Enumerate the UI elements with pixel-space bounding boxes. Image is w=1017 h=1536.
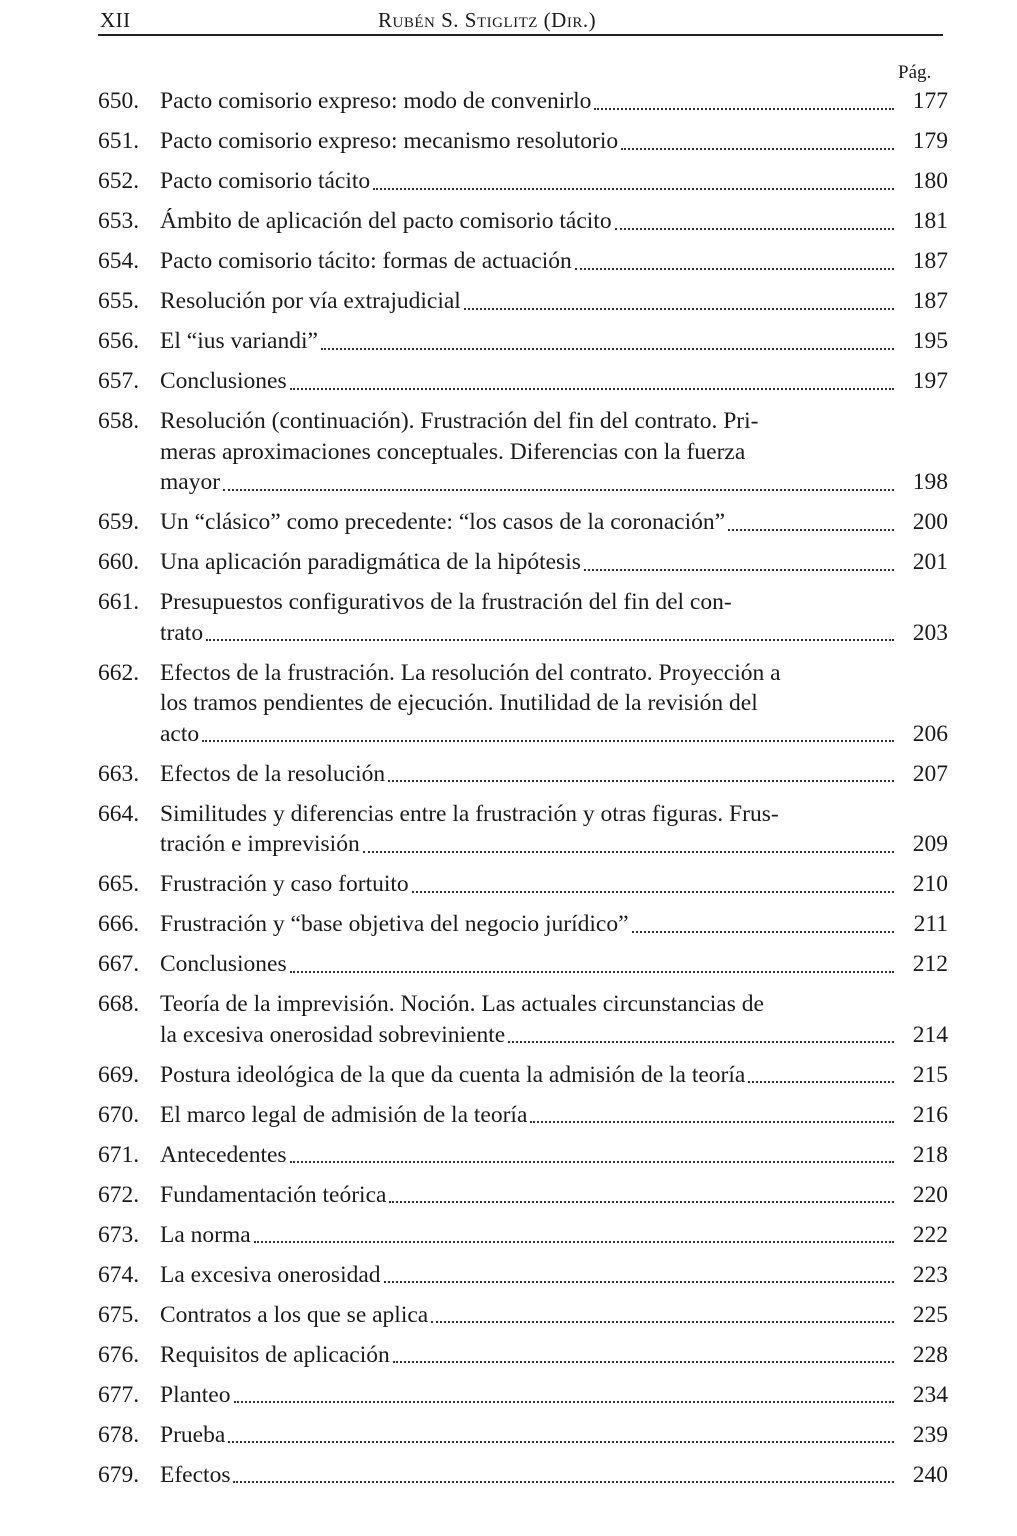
- toc-entry-title-line: Ámbito de aplicación del pacto comisorio tácito: [160, 208, 612, 234]
- toc-entry: [98, 949, 948, 980]
- toc-entry: [98, 587, 948, 648]
- toc-entry-title-line: Efectos de la frustración. La resolución del contrato. Proyección a: [160, 659, 781, 686]
- dot-leader: [206, 638, 894, 641]
- toc-entry-number: 667.: [98, 951, 140, 977]
- toc-entry-title-line: tración e imprevisión: [160, 831, 360, 857]
- toc-entry-title-line: Resolución por vía extrajudicial: [160, 288, 461, 314]
- toc-entry: [98, 86, 948, 117]
- toc-entry-page-number: 207: [912, 760, 948, 787]
- dot-leader: [530, 1120, 894, 1123]
- toc-entry-number: 675.: [98, 1301, 140, 1328]
- toc-entry-page-number: 201: [912, 549, 948, 575]
- dot-leader: [228, 1440, 894, 1443]
- toc-entry-number: 677.: [98, 1381, 140, 1408]
- page-folio: XII: [100, 8, 131, 32]
- toc-entry-page-number: 240: [912, 1461, 948, 1488]
- dot-leader: [202, 739, 894, 742]
- toc-entry-title-line: acto: [160, 720, 200, 747]
- toc-entry-title-line: los tramos pendientes de ejecución. Inutilidad de la revisión del: [160, 690, 758, 716]
- toc-entry: [98, 1260, 948, 1291]
- toc-entry-page-number: 177: [912, 88, 948, 114]
- dot-leader: [584, 568, 894, 571]
- toc-entry-page-number: 218: [912, 1141, 948, 1168]
- toc-entry-number: 653.: [98, 208, 140, 234]
- toc-entry-page-number: 216: [912, 1101, 948, 1128]
- dot-leader: [621, 147, 894, 150]
- toc-entry-title-line: Pacto comisorio tácito: formas de actuación: [160, 248, 572, 274]
- dot-leader: [389, 1200, 894, 1203]
- toc-entry-page-number: 220: [912, 1181, 948, 1208]
- dot-leader: [594, 107, 894, 110]
- toc-entry-number: 660.: [98, 549, 140, 575]
- running-head: [98, 4, 943, 36]
- toc-entry-title-line: Requisitos de aplicación: [160, 1341, 390, 1368]
- toc-entry-page-number: 223: [912, 1261, 948, 1288]
- toc-entry-page-number: 180: [912, 168, 948, 194]
- toc-entry: [98, 326, 948, 357]
- toc-entry-title-line: Planteo: [160, 1381, 231, 1408]
- toc-entry-title-line: Conclusiones: [160, 368, 287, 394]
- toc-entry: [98, 759, 948, 790]
- toc-entry-page-number: 234: [912, 1381, 948, 1408]
- toc-entry-title-line: Postura ideológica de la que da cuenta la admisión de la teoría: [160, 1061, 746, 1088]
- dot-leader: [233, 1480, 894, 1483]
- toc-entry-title-line: La excesiva onerosidad: [160, 1261, 381, 1288]
- toc-entry-title-line: Efectos: [160, 1461, 231, 1488]
- toc-entry-page-number: 179: [912, 128, 948, 154]
- toc-entry: [98, 1300, 948, 1331]
- toc-entry-title-line: trato: [160, 619, 204, 646]
- toc-entry-page-number: 228: [912, 1341, 948, 1368]
- toc-entry-number: 679.: [98, 1461, 140, 1488]
- toc-entry-number: 654.: [98, 248, 140, 274]
- toc-entry-page-number: 214: [912, 1021, 948, 1048]
- toc-entry-title-line: Un “clásico” como precedente: “los casos de la coronación”: [160, 509, 726, 535]
- toc-entry-page-number: 195: [912, 328, 948, 354]
- toc-entry-page-number: 187: [912, 248, 948, 274]
- toc-entry: [98, 507, 948, 538]
- toc-entry-page-number: 203: [912, 619, 948, 646]
- toc-entry-title-line: Teoría de la imprevisión. Noción. Las actuales circunstancias de: [160, 991, 764, 1017]
- toc-entry-title-line: Prueba: [160, 1421, 226, 1448]
- dot-leader: [431, 1320, 894, 1323]
- dot-leader: [388, 779, 894, 782]
- dot-leader: [464, 307, 894, 310]
- dot-leader: [615, 227, 894, 230]
- toc-entry-title-line: Efectos de la resolución: [160, 760, 386, 787]
- toc-entry-number: 676.: [98, 1341, 140, 1368]
- toc-entry: [98, 1220, 948, 1251]
- toc-entry: [98, 1420, 948, 1451]
- toc-entry-title-line: Presupuestos configurativos de la frustración del fin del con-: [160, 589, 732, 615]
- toc-entry-number: 656.: [98, 328, 140, 354]
- toc-entry-number: 678.: [98, 1421, 140, 1448]
- dot-leader: [508, 1040, 894, 1043]
- toc-entry-page-number: 209: [912, 831, 948, 857]
- dot-leader: [363, 850, 894, 853]
- toc-entry-number: 663.: [98, 760, 140, 787]
- dot-leader: [321, 347, 894, 350]
- toc-entry-page-number: 239: [912, 1421, 948, 1448]
- dot-leader: [254, 1240, 894, 1243]
- toc-entry-title-line: meras aproximaciones conceptuales. Diferencias con la fuerza: [160, 438, 746, 465]
- toc-entry-number: 662.: [98, 659, 140, 686]
- toc-entry-page-number: 198: [912, 469, 948, 495]
- toc-entry: [98, 166, 948, 197]
- toc-entry-title-line: El “ius variandi”: [160, 328, 318, 354]
- toc-entry-page-number: 181: [912, 208, 948, 234]
- toc-entry-title-line: Resolución (continuación). Frustración del fin del contrato. Pri-: [160, 408, 759, 434]
- toc-entry: [98, 406, 948, 498]
- page-column-label: Pág.: [898, 62, 932, 83]
- toc-entry-number: 651.: [98, 128, 140, 154]
- toc-entry-number: 668.: [98, 991, 140, 1017]
- toc-entry: [98, 366, 948, 397]
- toc-entry: [98, 547, 948, 578]
- running-head-title: Rubén S. Stiglitz (Dir.): [378, 8, 597, 32]
- toc-entry: [98, 799, 948, 860]
- toc-entry-number: 650.: [98, 88, 140, 114]
- toc-entry-title-line: Frustración y caso fortuito: [160, 871, 409, 897]
- toc-entry: [98, 1140, 948, 1171]
- toc-entry-title-line: Conclusiones: [160, 951, 287, 977]
- toc-entry-number: 672.: [98, 1181, 140, 1208]
- toc-entry-number: 655.: [98, 288, 140, 314]
- toc-entry: [98, 909, 948, 940]
- table-of-contents: [98, 86, 948, 1500]
- toc-entry-title-line: la excesiva onerosidad sobreviniente: [160, 1021, 506, 1048]
- toc-entry-number: 669.: [98, 1061, 140, 1088]
- dot-leader: [290, 387, 894, 390]
- toc-entry-page-number: 211: [913, 911, 948, 937]
- toc-entry: [98, 1180, 948, 1211]
- toc-entry-title-line: Frustración y “base objetiva del negocio jurídico”: [160, 911, 629, 937]
- toc-entry-number: 652.: [98, 168, 140, 194]
- toc-entry-number: 673.: [98, 1221, 140, 1248]
- toc-entry-number: 666.: [98, 911, 140, 937]
- toc-entry: [98, 1100, 948, 1131]
- toc-entry: [98, 658, 948, 750]
- toc-entry-title-line: Pacto comisorio expreso: mecanismo resolutorio: [160, 128, 619, 154]
- toc-entry: [98, 126, 948, 157]
- dot-leader: [632, 930, 894, 933]
- toc-entry-page-number: 200: [912, 509, 948, 535]
- toc-entry: [98, 989, 948, 1050]
- toc-entry-title-line: Pacto comisorio expreso: modo de convenirlo: [160, 88, 592, 114]
- dot-leader: [223, 488, 894, 491]
- toc-entry-page-number: 197: [912, 368, 948, 394]
- toc-entry: [98, 286, 948, 317]
- toc-entry-title-line: La norma: [160, 1221, 251, 1248]
- dot-leader: [748, 1080, 894, 1083]
- toc-entry: [98, 206, 948, 237]
- toc-entry-number: 665.: [98, 871, 140, 897]
- dot-leader: [384, 1280, 894, 1283]
- dot-leader: [290, 1160, 894, 1163]
- toc-entry-number: 659.: [98, 509, 140, 535]
- toc-entry: [98, 1060, 948, 1091]
- toc-entry: [98, 1460, 948, 1491]
- toc-entry-title-line: Fundamentación teórica: [160, 1181, 387, 1208]
- toc-entry-page-number: 210: [912, 871, 948, 897]
- toc-entry-title-line: Antecedentes: [160, 1141, 287, 1168]
- dot-leader: [393, 1360, 894, 1363]
- toc-entry: [98, 246, 948, 277]
- toc-entry-page-number: 225: [912, 1301, 948, 1328]
- toc-entry-title-line: El marco legal de admisión de la teoría: [160, 1101, 528, 1128]
- toc-entry-number: 664.: [98, 800, 140, 827]
- toc-entry-page-number: 206: [912, 720, 948, 747]
- toc-entry-page-number: 212: [912, 951, 948, 977]
- toc-entry-title-line: Una aplicación paradigmática de la hipótesis: [160, 549, 581, 575]
- dot-leader: [728, 528, 894, 531]
- toc-entry: [98, 869, 948, 900]
- toc-entry-title-line: Similitudes y diferencias entre la frustración y otras figuras. Frus-: [160, 800, 779, 827]
- toc-entry-page-number: 215: [912, 1061, 948, 1088]
- toc-entry-number: 674.: [98, 1261, 140, 1288]
- toc-entry-title-line: mayor: [160, 469, 221, 495]
- toc-entry: [98, 1340, 948, 1371]
- toc-entry-number: 658.: [98, 408, 140, 434]
- toc-entry-number: 661.: [98, 589, 140, 615]
- toc-entry-number: 670.: [98, 1101, 140, 1128]
- dot-leader: [412, 890, 894, 893]
- dot-leader: [290, 970, 894, 973]
- dot-leader: [373, 187, 894, 190]
- toc-entry-number: 657.: [98, 368, 140, 394]
- dot-leader: [575, 267, 894, 270]
- toc-entry: [98, 1380, 948, 1411]
- toc-entry-page-number: 222: [912, 1221, 948, 1248]
- dot-leader: [234, 1400, 895, 1403]
- toc-entry-number: 671.: [98, 1141, 140, 1168]
- toc-entry-page-number: 187: [912, 288, 948, 314]
- toc-entry-title-line: Contratos a los que se aplica: [160, 1301, 429, 1328]
- toc-entry-title-line: Pacto comisorio tácito: [160, 168, 371, 194]
